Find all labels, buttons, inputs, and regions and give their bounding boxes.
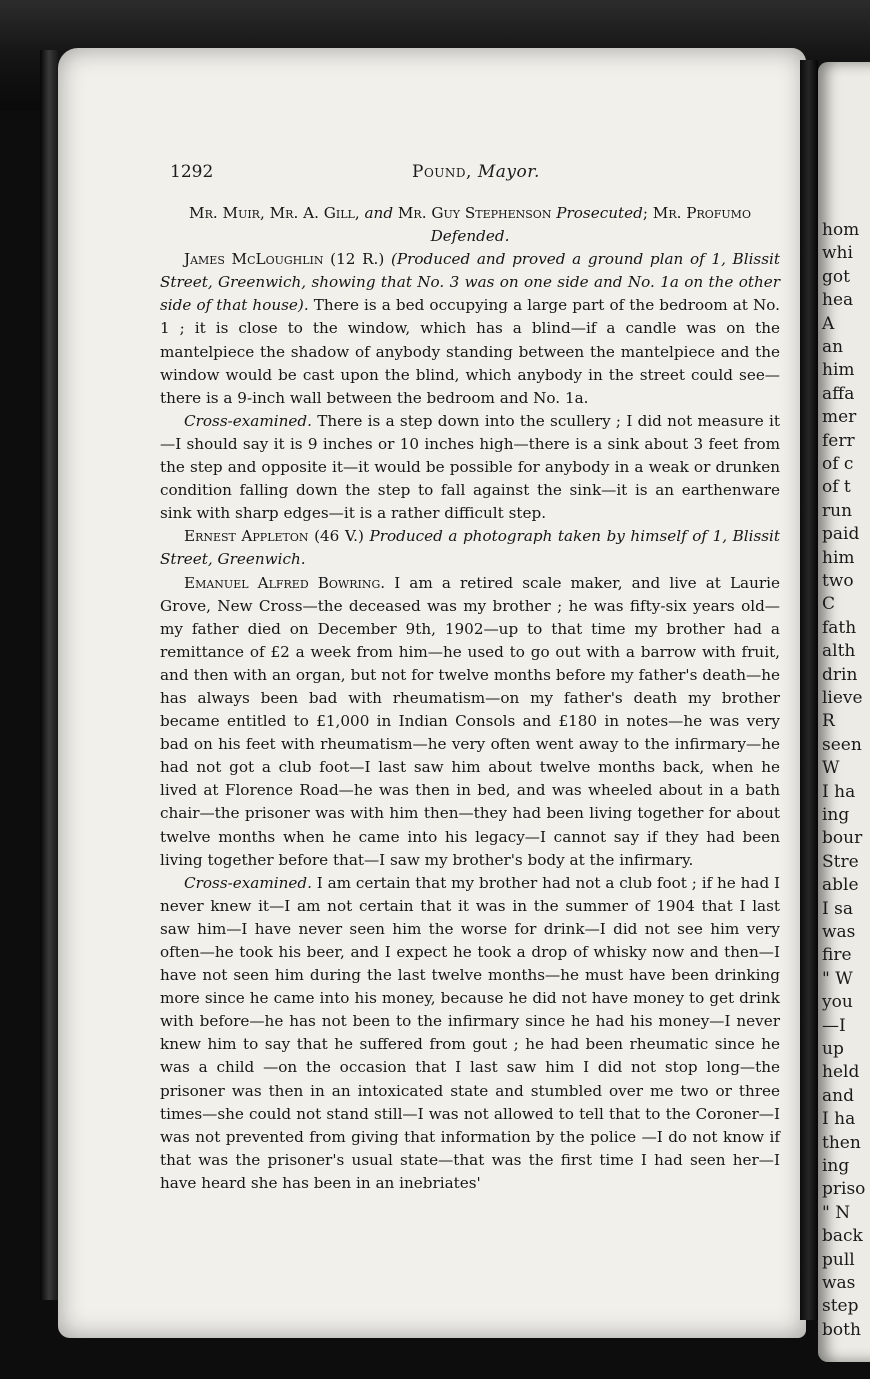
witness-name: Ernest Appleton <box>184 527 309 546</box>
facing-page-fragment: him <box>822 360 855 381</box>
facing-page-fragment: " W <box>822 968 853 989</box>
facing-page-fragment: ferr <box>822 430 855 451</box>
facing-page-fragment: seen <box>822 734 862 755</box>
facing-page-fragment: up <box>822 1039 844 1059</box>
page-body <box>160 202 780 1195</box>
facing-page-fragment: —I <box>822 1015 846 1036</box>
facing-page-fragment: mer <box>822 407 857 428</box>
facing-page-fragment: ing <box>822 805 850 825</box>
facing-page-fragment: fath <box>822 617 857 638</box>
facing-page-fragment: pull <box>822 1249 855 1270</box>
running-head-title: Mayor. <box>477 162 540 182</box>
facing-page-fragment: I ha <box>822 1109 856 1130</box>
facing-page-fragment: hom <box>822 220 860 240</box>
facing-page-fragment: able <box>822 875 859 896</box>
cross-examination-paragraph: Cross-examined. There is a step down into the scullery ; I did not measure it—I should say it is 9 inches or 10 inches high—there is a sink about 3 feet from the step and opposite it—it would be possible for anybody in a weak or drunken condition falling down the step to fall against the sink—it is an earthenware sink with sharp edges—it is a rather difficult step. <box>160 411 780 523</box>
facing-page-fragment: whi <box>822 243 853 264</box>
witness-bowring-paragraph: Emanuel Alfred Bowring. I am a retired scale maker, and live at Laurie Grove, New Cross—the deceased was my brother ; he was fifty-six years old—my father died on December 9th, 1902—up to that time my brother had a remittance of £2 a week from him—he used to go out with a barrow with fruit, and then with an organ, but not for twelve months before my father's death—he has always been bad with rheumatism—on my father's death my brother became entitled to £1,000 in Indian Consols and £180 in notes—he was very bad on his feet with rheumatism—he very often went away to the infirmary—he had not got a club foot—I last saw him about twelve months back, when he lived at Florence Road—he was then in bed, and was wheeled about in a bath chair—the prisoner was with him then—they had been living together for about twelve months when he came into his legacy—I cannot say if they had been living together before that—I saw my brother's body at the infirmary. <box>160 573 780 869</box>
facing-page-fragment: " N <box>822 1202 851 1223</box>
running-head-name: Pound, <box>412 162 472 182</box>
counsel-line: Mr. Muir, Mr. A. Gill, and Mr. Guy Stephenson Prosecuted; Mr. Profumo Defended. <box>189 204 751 246</box>
facing-page-fragment: W <box>822 758 840 779</box>
facing-page-fragment: held <box>822 1062 860 1083</box>
witness-appleton-paragraph: Ernest Appleton (46 V.) Produced a photograph taken by himself of 1, Blissit Street, Greenwich. <box>160 527 781 569</box>
facing-page-fragment: fire <box>822 945 852 966</box>
facing-page-fragment: paid <box>822 524 860 545</box>
facing-page-fragment: an <box>822 337 844 357</box>
facing-page-fragment: drin <box>822 664 858 685</box>
facing-page-fragment: then <box>822 1132 861 1153</box>
running-head <box>412 162 540 182</box>
facing-page-fragment: was <box>822 1273 856 1293</box>
facing-page-fragment: priso <box>822 1179 866 1200</box>
facing-page-fragment: ing <box>822 1156 850 1176</box>
facing-page-fragment: alth <box>822 641 856 662</box>
facing-page-fragment: him <box>822 547 855 568</box>
page-number: 1292 <box>170 162 214 182</box>
facing-page-fragment: step <box>822 1296 859 1317</box>
facing-page <box>818 62 870 1362</box>
facing-page-fragment: A <box>822 313 835 334</box>
facing-page-fragment: I sa <box>822 898 853 919</box>
facing-page-fragment: got <box>822 266 850 287</box>
facing-page-fragment: run <box>822 500 853 521</box>
book-left-edge <box>40 50 60 1300</box>
facing-page-fragment: hea <box>822 290 854 311</box>
facing-page-fragment: back <box>822 1226 863 1247</box>
facing-page-fragment: bour <box>822 828 863 849</box>
book-gutter <box>800 60 818 1320</box>
facing-page-fragment: R <box>822 711 835 732</box>
facing-page-fragment: both <box>822 1319 861 1340</box>
witness-mcloughlin-paragraph: James McLoughlin (12 R.) (Produced and proved a ground plan of 1, Blissit Street, Greenwich, showing that No. 3 was on one side and No. 1a on the other side of that house). There is a bed occupying a large part of the bedroom at No. 1 ; it is close to the window, which has a blind—if a candle was on the mantelpiece the shadow of anybody standing between the mantelpiece and the window would be cast upon the blind, which anybody in the street could see—there is a 9-inch wall between the bedroom and No. 1a. <box>160 250 780 407</box>
facing-page-fragment: you <box>822 992 853 1013</box>
cross-examination-paragraph: Cross-examined. I am certain that my brother had not a club foot ; if he had I never knew it—I am not certain that it was in the summer of 1904 that I last saw him—I have never seen him the worse for drink—I did not see him very often—he took his beer, and I expect he took a drop of whisky now and then—I have not seen him during the last twelve months—he must have been drinking more since he came into his money, because he did not have money to get drink with before—he has not been to the infirmary since he had his money—I never knew him to say that he suffered from gout ; he had been rheumatic since he was a child —on the occasion that I last saw him I did not stop long—the prisoner was then in an intoxicated state and stumbled over me two or three times—she could not stand still—I was not allowed to tell that to the Coroner—I was not prevented from giving that information by the police —I do not know if that was the prisoner's usual state—that was the first time I had seen her—I have heard she has been in an inebriates' <box>160 873 780 1192</box>
facing-page-fragment: two <box>822 571 854 591</box>
facing-page-fragment: affa <box>822 383 855 404</box>
witness-name: Emanuel Alfred Bowring. <box>184 573 386 592</box>
witness-name: James McLoughlin <box>184 250 324 269</box>
facing-page-fragment: C <box>822 594 836 615</box>
facing-page-fragment: Stre <box>822 851 859 872</box>
facing-page-fragment: was <box>822 922 856 942</box>
facing-page-fragment: of t <box>822 477 851 498</box>
facing-page-fragment: I ha <box>822 781 856 802</box>
facing-page-fragment: and <box>822 1085 854 1106</box>
facing-page-fragment: lieve <box>822 688 863 708</box>
facing-page-fragment: of c <box>822 454 854 474</box>
